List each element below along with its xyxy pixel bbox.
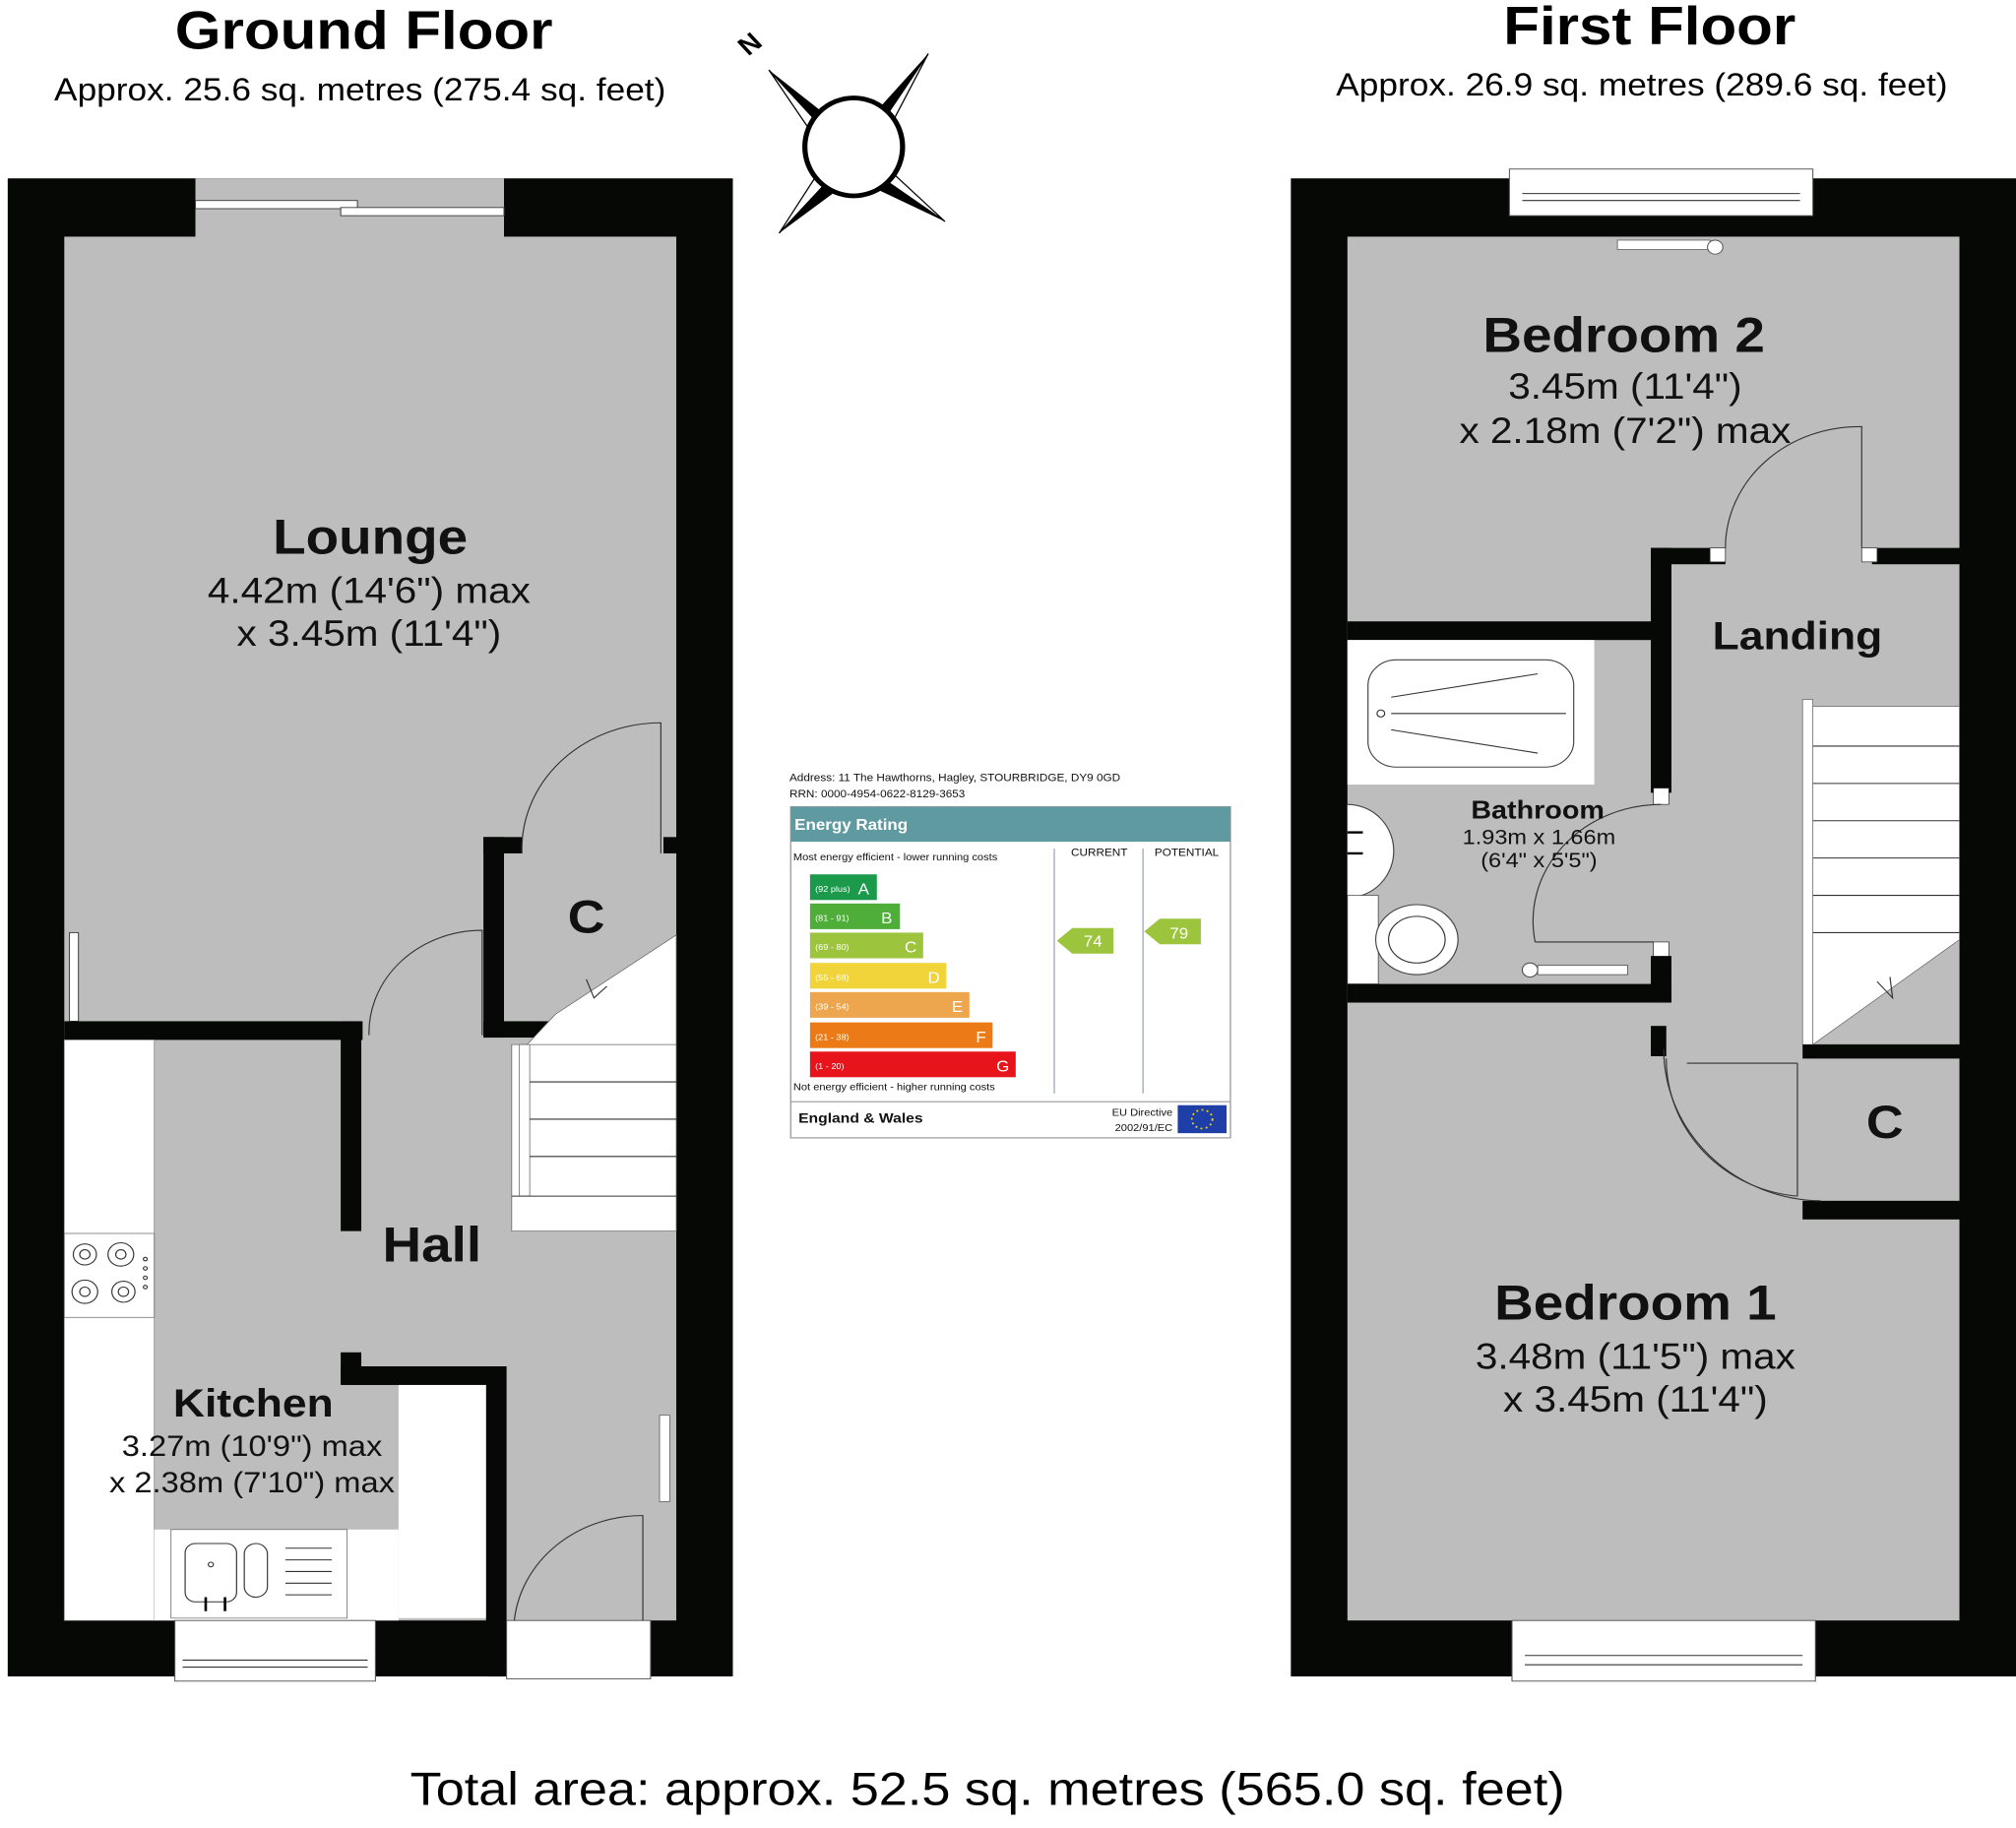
svg-text:D: D [927,970,940,987]
sink-icon [171,1530,347,1618]
bedroom2-label: Bedroom 2 [1482,308,1765,364]
epc-band-b [810,904,900,929]
svg-text:(81 - 91): (81 - 91) [815,914,850,923]
svg-text:G: G [996,1058,1010,1076]
epc-directive-1: EU Directive [1111,1106,1173,1119]
svg-text:74: 74 [1083,933,1102,951]
energy-rating-chart [789,773,1230,1138]
svg-text:(92 plus): (92 plus) [815,884,850,894]
first-cupboard-label: C [1865,1096,1904,1149]
landing-label: Landing [1712,613,1883,659]
eu-flag-icon [1177,1105,1227,1133]
compass-north-label: N [731,27,768,61]
epc-top-note: Most energy efficient - lower running costs [792,851,998,863]
bedroom1-window [1512,1620,1815,1681]
front-door[interactable] [507,1620,651,1678]
epc-band-g [810,1051,1016,1077]
svg-text:E: E [951,998,964,1016]
epc-band-a [810,874,877,900]
first-floor-area: Approx. 26.9 sq. metres (289.6 sq. feet) [1336,68,1948,103]
ground-floor-title: Ground Floor [174,1,553,62]
bedroom2-dim2: x 2.18m (7'2") max [1459,410,1792,452]
bedroom1-dim2: x 3.45m (11'4") [1503,1379,1768,1420]
svg-text:79: 79 [1169,925,1189,943]
first-stairs [1802,700,1959,1045]
kitchen-dim1: 3.27m (10'9") max [121,1429,383,1463]
svg-text:(21 - 38): (21 - 38) [815,1032,850,1042]
kitchen-window [175,1620,376,1681]
bathroom-dim2: (6'4" x 5'5") [1480,849,1598,872]
lounge-dim1: 4.42m (14'6") max [207,570,531,611]
svg-text:F: F [976,1029,986,1046]
hob-icon [64,1233,154,1317]
svg-text:(1 - 20): (1 - 20) [815,1061,845,1071]
svg-text:C: C [905,939,917,957]
radiator-icon [1522,963,1627,977]
bathroom-label: Bathroom [1471,794,1605,825]
bathroom-dim1: 1.93m x 1.66m [1462,825,1616,850]
epc-col-potential: POTENTIAL [1154,847,1220,859]
epc-band-d [810,963,946,988]
epc-band-c [810,932,923,958]
epc-col-current: CURRENT [1070,847,1128,859]
lounge-dim2: x 3.45m (11'4") [236,613,502,655]
epc-band-e [810,992,970,1018]
lounge-side-window [70,932,79,1021]
bedroom2-window [1509,169,1812,216]
svg-text:(55 - 68): (55 - 68) [815,973,850,982]
epc-address: Address: 11 The Hawthorns, Hagley, STOURBRIDGE, DY9 0GD [788,772,1121,785]
svg-text:(69 - 80): (69 - 80) [815,942,850,953]
first-floor-plan [1291,169,2016,1681]
epc-band-f [810,1023,992,1048]
svg-text:B: B [881,910,893,927]
lounge-label: Lounge [273,510,469,565]
lounge-patio-door-left [196,201,358,209]
ground-cupboard-label: C [567,890,605,943]
epc-region: England & Wales [798,1110,923,1127]
bedroom1-dim1: 3.48m (11'5") max [1475,1337,1796,1377]
compass-icon [731,27,945,233]
epc-header: Energy Rating [794,816,909,835]
first-floor-title: First Floor [1503,0,1796,57]
total-area: Total area: approx. 52.5 sq. metres (565.0 sq. feet) [410,1762,1565,1815]
epc-rrn: RRN: 0000-4954-0622-8129-3653 [788,788,966,800]
epc-directive-2: 2002/91/EC [1114,1122,1173,1134]
bedroom2-dim1: 3.45m (11'4") [1508,366,1742,408]
svg-text:A: A [857,881,869,899]
bath-icon [1368,660,1574,767]
kitchen-dim2: x 2.38m (7'10") max [109,1466,395,1499]
bedroom1-label: Bedroom 1 [1494,1276,1777,1332]
svg-text:(39 - 54): (39 - 54) [815,1002,850,1012]
lounge-patio-door-right [341,208,504,216]
hall-label: Hall [382,1218,482,1273]
ground-floor-area: Approx. 25.6 sq. metres (275.4 sq. feet) [54,73,666,108]
epc-bottom-note: Not energy efficient - higher running costs [792,1081,995,1094]
ground-floor-plan [8,178,733,1681]
kitchen-label: Kitchen [172,1380,334,1425]
